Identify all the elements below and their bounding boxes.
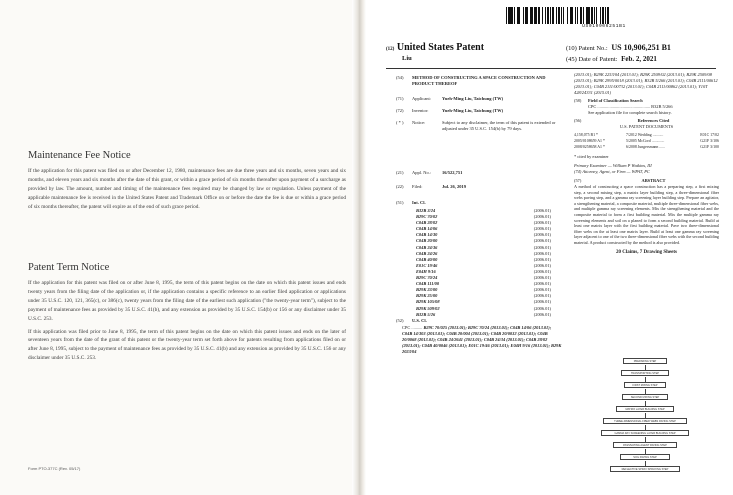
flowchart-step: PASSIVATING AGENT PAVING STEP xyxy=(613,442,677,448)
applicant-field: (71) Applicant: Yueh-Ming Liu, Taichung (TW) xyxy=(396,96,556,102)
int-cl-year: (2006.01) xyxy=(533,287,551,293)
int-cl-class: C04B 28/02 xyxy=(416,220,438,226)
right-page xyxy=(366,0,733,495)
int-cl-year: (2006.01) xyxy=(533,305,551,311)
reference-cell: E01C 17/02 xyxy=(700,133,719,137)
int-cl-class: B32B 5/26 xyxy=(416,311,436,317)
int-cl-table xyxy=(416,208,551,318)
patent-header-title xyxy=(386,42,484,53)
inventor-field: (72) Inventor: Yueh-Ming Liu, Taichung (TW) xyxy=(396,108,556,114)
notice-field: ( * ) Notice: Subject to any disclaimer, the term of this patent is extended or adjusted under 35 U.S.C. 154(b) by 79 days. xyxy=(396,120,556,131)
flowchart-step: FIRST MIXING STEP xyxy=(624,382,666,388)
title-field: (54) METHOD OF CONSTRUCTING A SPACE CONSTRUCTION AND PRODUCT THEREOF xyxy=(396,75,556,87)
int-cl-class: C04B 40/00 xyxy=(416,256,438,262)
int-cl-year: (2006.01) xyxy=(533,226,551,232)
country-title: United States Patent xyxy=(396,42,485,53)
maintenance-fee-paragraph: If the application for this patent was filed on or after December 12, 1980, maintenance fees are due three years and six months, seven years and six months, and eleven years and six months after the date of this grant, or within a grace period of six months thereafter upon payment of a surcharge as provided by law. The amount, number and timing of the maintenance fees required may be changed by law or regulation. Unless payment of the applicable maintenance fee is received in the United States Patent and Trademark Office on or before the date the fee is due or within a grace period of six months thereafter, the patent will expire as of the end of such grace period. xyxy=(28,168,346,210)
reference-cell: 2008/0258658 A1 * xyxy=(574,145,605,149)
int-cl-year: (2006.01) xyxy=(533,275,551,281)
patent-term-heading: Patent Term Notice xyxy=(28,262,110,273)
reference-cell xyxy=(616,144,626,150)
flowchart-step: TRANSPORTING STEP xyxy=(621,370,669,376)
right-column: (2013.01); B29K 2253/04 (2013.01); B29K 2509/02 (2013.01); B29K 2509/08 (2013.01); B29K 2995/0018 (2013.01); B32B 5/266 (2013.01); C04B 2111/00612 (2013.01); C04B 2111/00732 (2013.01); C04B 2111/00862 (2013.01); Y10T 428/24331 (2015.01) (58) Field of Classification Search CPC ................................................ B32B 5/266 See application file for complete search history. (56) References Cited U.S. PATENT DOCUMENTS 4,158,075 B1 * 7/2012 Wedding ........... E01C 17/02 2005/0108659 A1 * 5/2005 McCord ............. G21F 3/106 2008/0258658 A1 * 6/2008 Jungersmann ...... G21F 3/100 * cited by examiner Primary Examiner — William P Watkins, III (74) Attorney, Agent, or Firm — WPAT, PC (57) ABSTRACT A method of constructing a space construction has a preparing step, a first mixing step, a second mixing step, a matrix layer building step, a three-dimensional fiber webs paving step, and a gamma ray screening layer building step. Prepare an agitator, a strengthening material, a composite material, multiple three-dimensional fiber webs, and multiple gamma ray screening elements. Mix the strengthening material and the composite material to form a first building material. Mix the multiple gamma ray screening elements and soil on a planed to form a second building material. Build at least one matrix layer with the first building material. Pave two three-dimensional fiber webs on the at least one matrix layer. Build at least one gamma ray screening layer adjacent to one of the two three-dimensional fiber webs with the second building material. A product constructed by the method is also provided. 20 Claims, 7 Drawing Sheets xyxy=(574,72,720,255)
code-10: (10) xyxy=(566,45,577,52)
inventor-surname: Liu xyxy=(402,55,412,62)
left-page xyxy=(0,0,358,495)
patent-number: US 10,906,251 B1 xyxy=(611,43,671,52)
references-list xyxy=(574,132,719,150)
patent-number-label: Patent No.: xyxy=(578,45,608,52)
barcode-number: US010906251B1 xyxy=(582,24,626,29)
notice-value: Subject to any disclaimer, the term of this patent is extended or adjusted under 35 U.S.C. 154(b) by 79 days. xyxy=(442,120,556,131)
field-of-search: (58) Field of Classification Search xyxy=(574,98,643,103)
reference-cell: 6/2008 Jungersmann ...... xyxy=(626,145,666,149)
us-cl-field: (52) U.S. Cl. xyxy=(396,318,427,323)
reference-cell: G21F 3/100 xyxy=(700,145,719,149)
int-cl-year: (2006.01) xyxy=(533,293,551,299)
flowchart-step: THREE-DIMENSIONAL FIBER WEBS PAVING STEP xyxy=(603,418,687,424)
int-cl-class: B29K 23/00 xyxy=(416,287,438,293)
us-cl-cpc: CPC .......... B29C 70/025 (2013.01); B29C 70/24 (2013.01); C04B 14/06 (2013.01); C04B 14/303 (2013.01); C04B 20/004 (2013.01); C04B 20/0032 (2013.01); C04B 20/0068 (2013.01); C04B 24/2641 (2013.01); C04B 24/34 (2013.01); C04B 28/02 (2013.01); C04B 40/0046 (2013.01); E01C 19/46 (2013.01); E04H 9/16 (2013.01); B29K 2023/04 xyxy=(402,325,562,354)
patent-date-line xyxy=(566,55,657,63)
int-cl-year: (2006.01) xyxy=(533,256,551,262)
int-cl-class: B29K 25/00 xyxy=(416,293,438,299)
int-cl-year: (2006.01) xyxy=(533,220,551,226)
int-cl-class: C04B 14/30 xyxy=(416,232,438,238)
int-cl-class: B29C 70/02 xyxy=(416,214,438,220)
patent-number-line xyxy=(566,43,671,52)
attorney: (74) Attorney, Agent, or Firm — WPAT, PC xyxy=(574,169,650,174)
flowchart-step: MATRIX LAYER BUILDING STEP xyxy=(616,406,674,412)
flowchart-step: GAMMA RAY SCREENING LAYER BUILDING STEP xyxy=(601,430,689,436)
int-cl-year: (2006.01) xyxy=(533,238,551,244)
patent-date: Feb. 2, 2021 xyxy=(621,55,657,63)
appl-no-value: 16/522,751 xyxy=(442,170,463,175)
reference-cell: 4,158,075 B1 * xyxy=(574,133,598,137)
reference-cell: G21F 3/106 xyxy=(700,139,719,143)
int-cl-year: (2006.01) xyxy=(533,244,551,250)
int-cl-class: C04B 20/00 xyxy=(416,238,438,244)
int-cl-year: (2006.01) xyxy=(533,311,551,317)
barcode xyxy=(506,7,702,24)
int-cl-class: C04B 14/06 xyxy=(416,226,438,232)
reference-cell: 2005/0108659 A1 * xyxy=(574,139,605,143)
flowchart xyxy=(599,358,691,478)
int-cl-year: (2006.01) xyxy=(533,250,551,256)
examiner: Primary Examiner — William P Watkins, III xyxy=(574,163,652,168)
code-12: (12) xyxy=(386,47,395,52)
int-cl-year: (2006.01) xyxy=(533,232,551,238)
claims-count: 20 Claims, 7 Drawing Sheets xyxy=(616,249,677,255)
book-gutter xyxy=(352,0,366,495)
references-cited: (56) References Cited xyxy=(574,118,670,123)
appl-no-field: (21) Appl. No.: 16/522,751 xyxy=(396,170,556,176)
flowchart-step: PREPARING STEP xyxy=(623,358,667,364)
barcode-bar xyxy=(609,7,610,24)
int-cl-class: B29K 105/08 xyxy=(416,299,440,305)
patent-term-paragraph-1: If the application for this patent was filed on or after June 8, 1995, the term of this patent begins on the date on which this patent issues and ends twenty years from the filing date of the application or, if the application contains a specific reference to an earlier filed application or applications under 35 U.S.C. 120, 121, 365(c), or 386(c), twenty years from the filing date of the earliest such application ("the twenty-year term"), subject to the payment of maintenance fees as provided by 35 U.S.C. 41(b), and any extension as provided by 35 U.S.C. 154(b) or 156 or any disclaimer under 35 U.S.C. 253. xyxy=(28,280,346,322)
int-cl-year: (2006.01) xyxy=(533,268,551,274)
int-cl-class: C04B 24/26 xyxy=(416,250,438,256)
form-label: Form PTO-377C (Rev. 05/17) xyxy=(28,466,81,471)
reference-row xyxy=(574,144,719,150)
int-cl-row xyxy=(416,312,551,318)
int-cl-class: C04B 111/00 xyxy=(416,281,440,287)
patent-term-section xyxy=(28,262,346,367)
int-cl-class: B29C 70/24 xyxy=(416,275,438,281)
int-cl-year: (2006.01) xyxy=(533,214,551,220)
maintenance-fee-heading: Maintenance Fee Notice xyxy=(28,150,131,161)
code-45: (45) xyxy=(566,56,577,63)
inventor-value: Yueh-Ming Liu, Taichung (TW) xyxy=(442,108,504,113)
cpc-continuation: (2013.01); B29K 2253/04 (2013.01); B29K 2509/02 (2013.01); B29K 2509/08 (2013.01); B29K 2995/0018 (2013.01); B32B 5/266 (2013.01); C04B 2111/00612 (2013.01); C04B 2111/00732 (2013.01); C04B 2111/00862 (2013.01); Y10T 428/24331 (2015.01) xyxy=(574,72,718,95)
invention-title: METHOD OF CONSTRUCTING A SPACE CONSTRUCTION AND PRODUCT THEREOF xyxy=(412,75,546,86)
flowchart-step: REFLECTIVE SPRAY SPRAYING STEP xyxy=(610,466,680,472)
int-cl-class: B29K 509/02 xyxy=(416,305,440,311)
flowchart-step: SECOND MIXING STEP xyxy=(622,394,668,400)
maintenance-fee-section xyxy=(28,150,346,216)
int-cl-class: E04H 9/16 xyxy=(416,268,436,274)
header-rule xyxy=(386,68,716,69)
int-cl-field: (51) Int. Cl. xyxy=(396,200,426,205)
filed-field: (22) Filed: Jul. 26, 2019 xyxy=(396,184,556,190)
int-cl-year: (2006.01) xyxy=(533,299,551,305)
int-cl-year: (2006.01) xyxy=(533,208,551,213)
reference-cell: 7/2012 Wedding ........... xyxy=(626,133,664,137)
flowchart-step: SOIL PAVING STEP xyxy=(620,454,670,460)
int-cl-class: E01C 19/46 xyxy=(416,262,438,268)
int-cl-class: B32B 3/24 xyxy=(416,208,436,213)
int-cl-class: C04B 24/36 xyxy=(416,244,438,250)
applicant-value: Yueh-Ming Liu, Taichung (TW) xyxy=(442,96,504,101)
int-cl-year: (2006.01) xyxy=(533,281,551,287)
patent-date-label: Date of Patent: xyxy=(578,56,618,63)
patent-term-paragraph-2: If this application was filed prior to June 8, 1995, the term of this patent begins on the date on which this patent issues and ends on the later of seventeen years from the date of the grant of this patent or the twenty-year term set forth above for patents resulting from applications filed on or after June 8, 1995, subject to the payment of maintenance fees as provided by 35 U.S.C. 41(b) and any extension as provided by 35 U.S.C. 156 or any disclaimer under 35 U.S.C. 253. xyxy=(28,328,346,362)
abstract-heading: (57) ABSTRACT xyxy=(574,178,666,183)
int-cl-year: (2006.01) xyxy=(533,262,551,268)
filed-value: Jul. 26, 2019 xyxy=(442,184,467,189)
abstract-text: A method of constructing a space construction has a preparing step, a first mixing step, a second mixing step, a matrix layer building step, a three-dimensional fiber webs paving step, and a gamma ray screening layer building step. Prepare an agitator, a strengthening material, a composite material, multiple three-dimensional fiber webs, and multiple gamma ray screening elements. Mix the strengthening material and the composite material to form a first building material. Mix the multiple gamma ray screening elements and soil on a planed to form a second building material. Build at least one matrix layer with the first building material. Pave two three-dimensional fiber webs on the at least one matrix layer. Build at least one gamma ray screening layer adjacent to one of the two three-dimensional fiber webs with the second building material. A product constructed by the method is also provided. xyxy=(574,184,720,245)
reference-cell: 5/2005 McCord ............. xyxy=(626,139,665,143)
